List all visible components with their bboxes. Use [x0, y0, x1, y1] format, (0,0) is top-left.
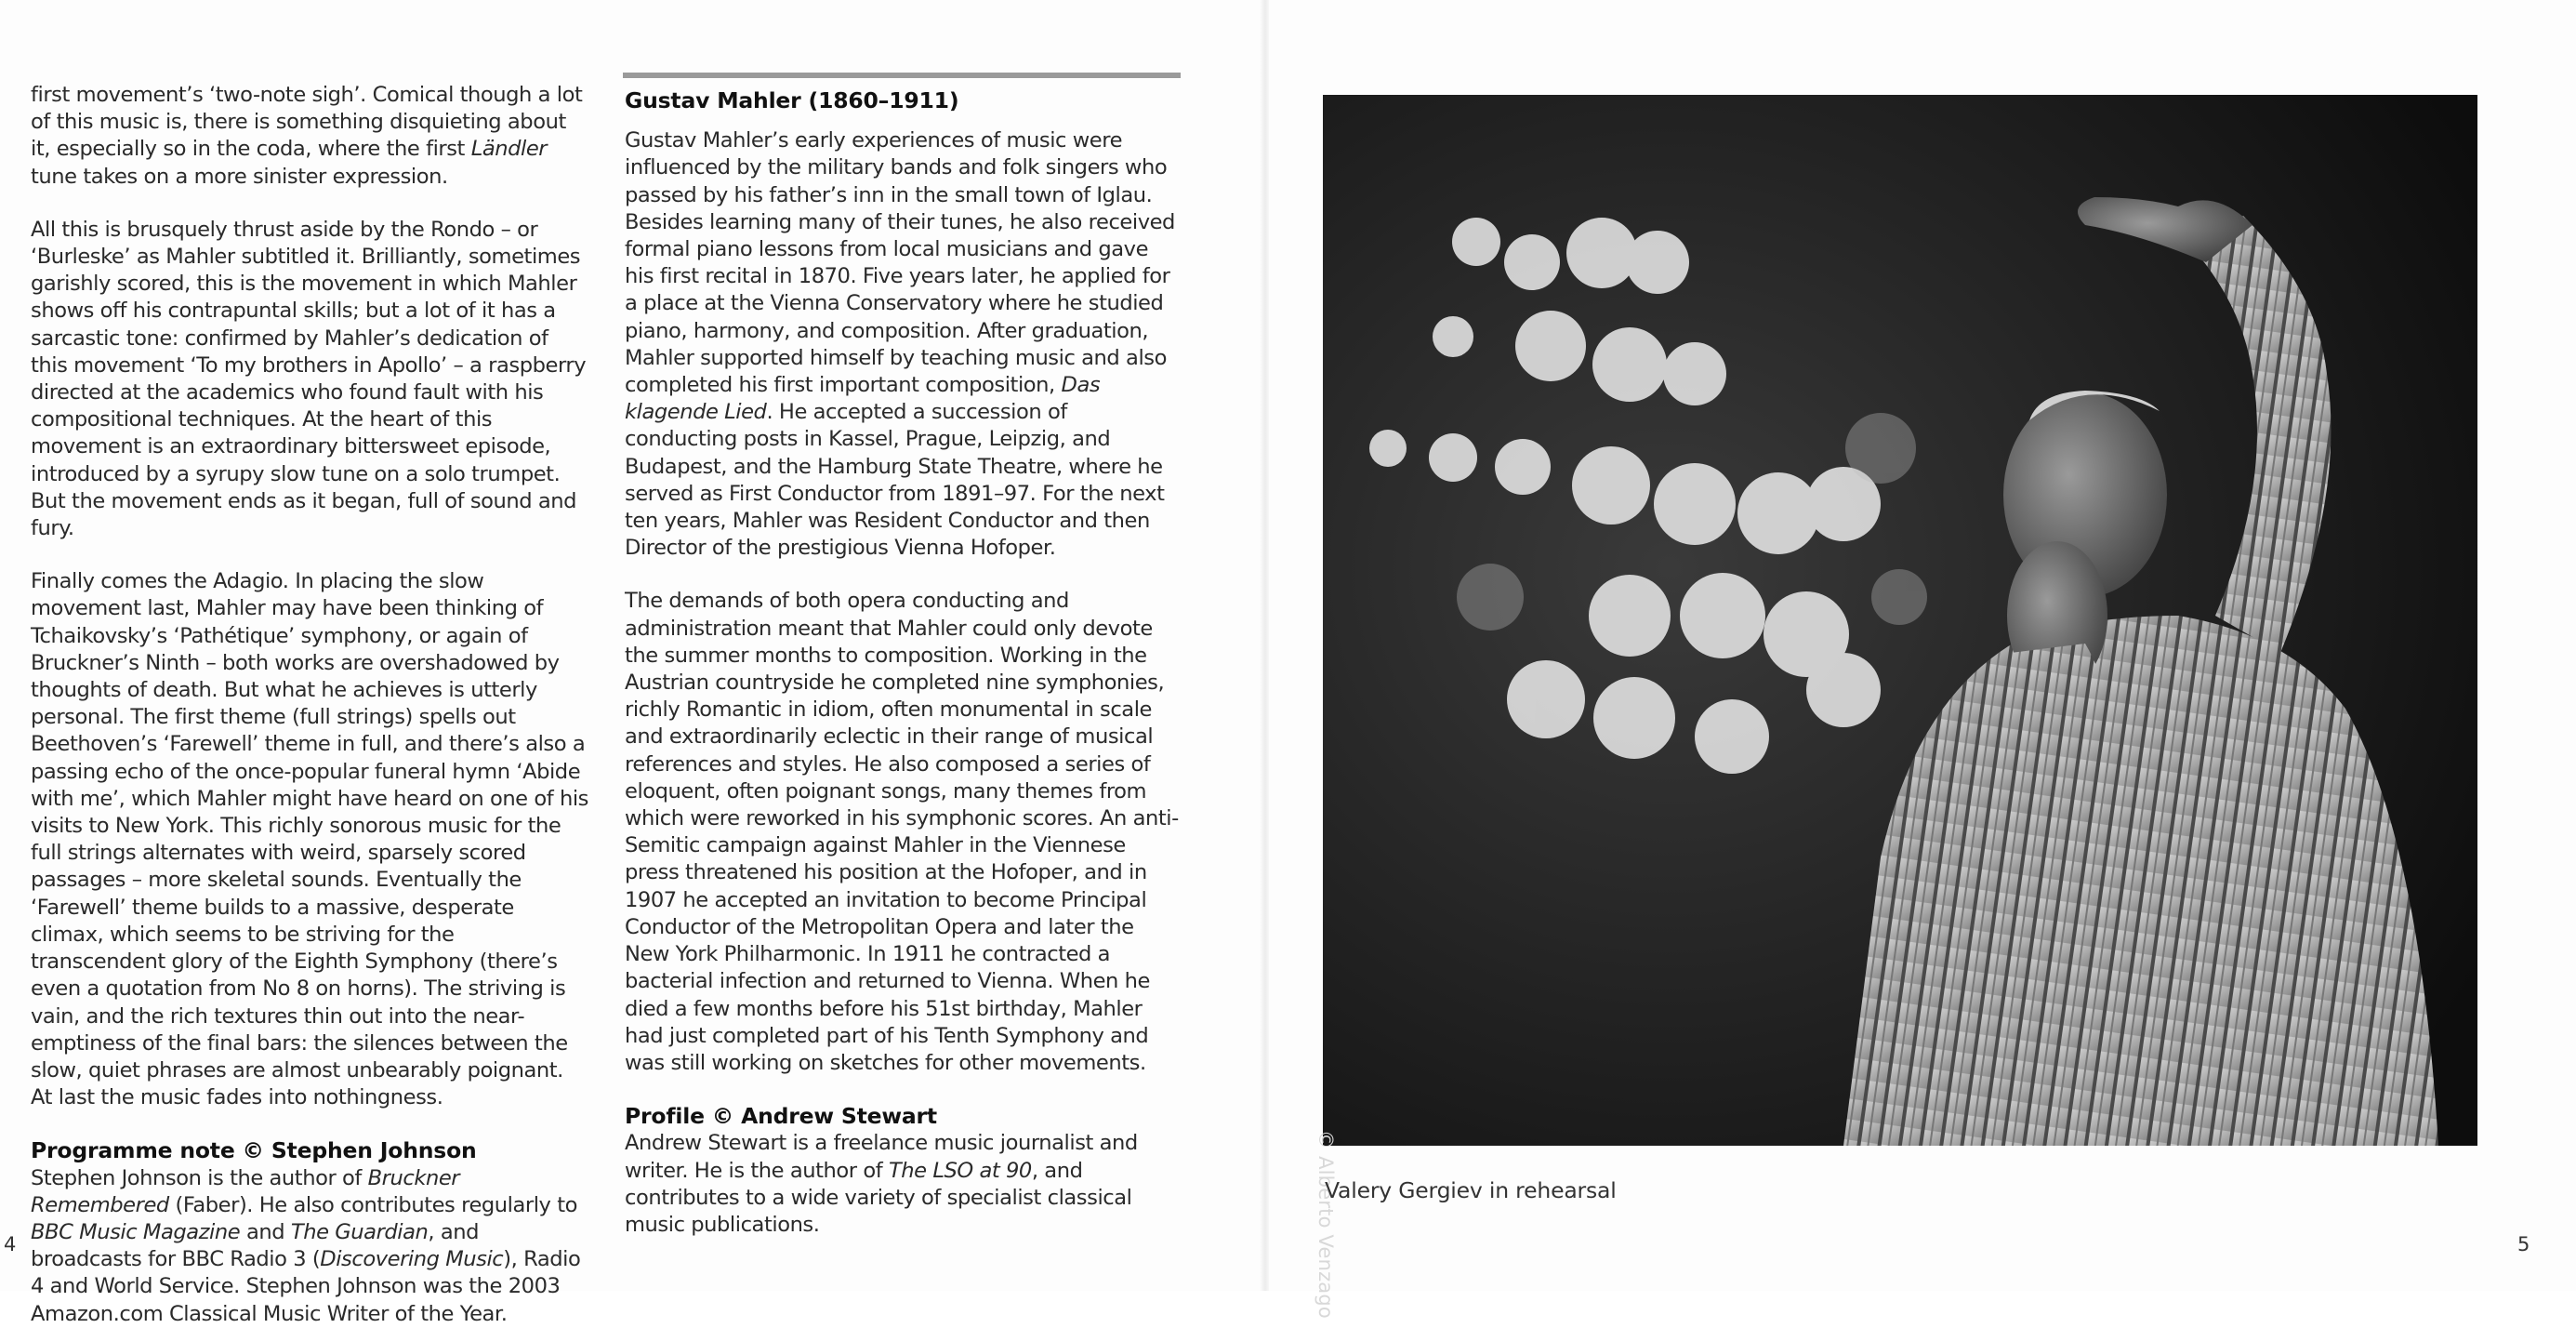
paragraph-career: The demands of both opera conducting and administration meant that Mahler could only devote the summer months to composition. Working in the Austrian countryside he completed nine symphonies, richly Romantic in idiom, often monumental in scale and extraordinarily eclectic in their range of musical references and styles. He also composed a series of eloquent, often poignant songs, many themes from which were reworked in his symphonic scores. An anti-Semitic campaign against Mahler in the Viennese press threatened his position at the Hofoper, and in 1907 he accepted an invitation to become Principal Conductor of the Metropolitan Opera and later the New York Philharmonic. In 1911 he contracted a bacterial infection and returned to Vienna. When he died a few months before his 51st birthday, Mahler had just completed part of his Tenth Symphony and was still working on sketches for other movements. [625, 589, 1179, 1075]
profile-column [625, 73, 1182, 1239]
essay-column-left [31, 82, 588, 1328]
profile-credit-heading: Profile © Andrew Stewart [625, 1103, 937, 1130]
programme-note-author-bio: Stephen Johnson is the author of Bruckner Remembered (Faber). He also contributes regularly to BBC Music Magazine and The Guardian, and broadcasts for BBC Radio 3 (Discovering Music), Radio 4 and World Service. Stephen Johnson was the 2003 Amazon.com Classical Music Writer of the Year. [31, 1165, 581, 1326]
paragraph-adagio: Finally comes the Adagio. In placing the slow movement last, Mahler may have been thinking of Tchaikovsky’s ‘Pathétique’ symphony, or again of Bruckner’s Ninth – both works are overshadowed by thoughts of death. But what he achieves is utterly personal. The first theme (full strings) spells out Beethoven’s ‘Farewell’ theme in full, and there’s also a passing echo of the once-popular funeral hymn ‘Abide with me’, which Mahler might have heard on one of his visits to New York. This richly sonorous music for the full strings alternates with weird, sparsely scored passages – more skeletal sounds. Eventually the ‘Farewell’ theme builds to a massive, desperate climax, which seems to be striving for the transcendent glory of the Eighth Symphony (there’s even a quotation from No 8 on horns). The striving is vain, and the rich textures thin out into the near-emptiness of the final bars: the silences between the slow, quiet phrases are almost unbearably poignant. At last the music fades into nothingness. [31, 569, 588, 1110]
profile-author-bio: Andrew Stewart is a freelance music journalist and writer. He is the author of The LSO at 90, and contributes to a wide variety of specialist classical music publications. [625, 1131, 1138, 1237]
page-number-left: 4 [4, 1233, 17, 1255]
section-rule [623, 73, 1181, 78]
paragraph-early-life: Gustav Mahler’s early experiences of music were influenced by the military bands and folk singers who passed by his father’s inn in the small town of Iglau. Besides learning many of their tunes, he also received formal piano lessons from local musicians and gave his first recital in 1870. Five years later, he applied for a place at the Vienna Conservatory where he studied piano, harmony, and composition. After graduation, Mahler supported himself by teaching music and also completed his first important composition, Das klagende Lied. He accepted a succession of conducting posts in Kassel, Prague, Leipzig, and Budapest, and the Hamburg State Theatre, where he served as First Conductor from 1891–97. For the next ten years, Mahler was Resident Conductor and then Director of the prestigious Vienna Hofoper. [625, 128, 1175, 561]
conductor-photo [1323, 95, 2477, 1146]
photo-credit: © Alberto Venzago [1314, 1130, 1337, 1319]
photo-caption: Valery Gergiev in rehearsal [1325, 1177, 1617, 1203]
page-number-right: 5 [2517, 1233, 2530, 1255]
paragraph-coda: first movement’s ‘two-note sigh’. Comical though a lot of this music is, there is something disquieting about it, especially so in the coda, where the first Ländler tune takes on a more sinister expression. [31, 83, 583, 189]
conductor-photo-illustration [1323, 95, 2477, 1146]
programme-note-credit-heading: Programme note © Stephen Johnson [31, 1137, 477, 1164]
paragraph-rondo: All this is brusquely thrust aside by the Rondo – or ‘Burleske’ as Mahler subtitled it. Brilliantly, sometimes garishly scored, this is the movement in which Mahler shows off his contrapuntal skills; but a lot of it has a sarcastic tone: confirmed by Mahler’s dedication of this movement ‘To my brothers in Apollo’ – a raspberry directed at the academics who found fault with his compositional techniques. At the heart of this movement is an extraordinary bittersweet episode, introduced by a syrupy slow tune on a solo trumpet. But the movement ends as it began, full of sound and fury. [31, 217, 587, 541]
composer-heading: Gustav Mahler (1860–1911) [625, 87, 959, 113]
